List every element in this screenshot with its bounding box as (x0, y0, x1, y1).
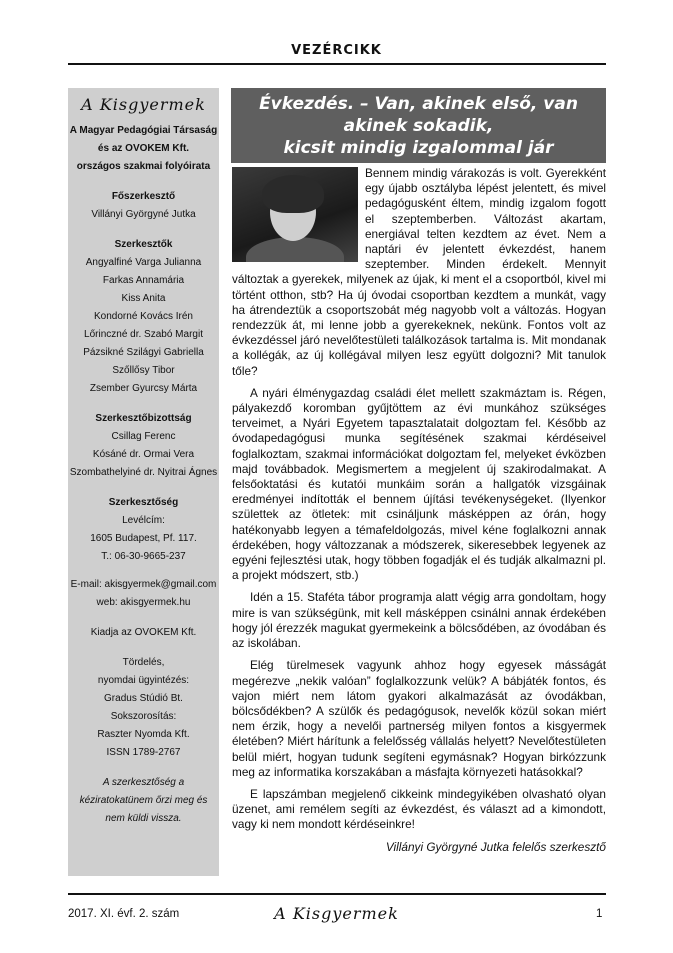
email-line: E-mail: akisgyermek@gmail.com (70, 579, 217, 590)
board-member: Szombathelyiné dr. Nyitrai Ágnes (69, 467, 218, 478)
article-paragraph: A nyári élménygazdag családi élet mellett szakmáztam is. Régen, pályakezdő koromban gyűjtöttem az évi munkához szükséges terveimet, a Nyári Egyetem tapasztalatait dolgoztam fel. Később az óvodapedagógusi munka segítésének szakmai kérdéseivel foglalkoztam, szakmai információkat dolgoztam fel, melyeket évközben majd továbbadok. Megismertem a megjelent új szakirodalmakat. A felsőoktatási és kutatói munkáim során a hallgatók vizsgáinak eredményei indították el bennem újítási tevékenységeket. (Ilyenkor születtek az ötletek: mit csináljunk másképpen az órán, hogy hatékonyabb legyen a témafeldolgozás, mivel kéne foglalkozni annak érdekében, hogy változzanak a módszerek, sikeresebbek legyenek az egyéni fejlesztési utak, hogy többen fogadják el és tudják alkalmazni pl. a projekt módszert, stb.) (232, 385, 606, 583)
issued-by: Kiadja az OVOKEM Kft. (90, 627, 197, 638)
web-line: web: akisgyermek.hu (96, 597, 191, 608)
article-paragraph: Bennem mindig várakozás is volt. Gyerekként egy újabb osztályba lépést jelentett, és mivel pedagógusként éltem, mindig izgalom fogott el szeptemberben. Változást akartam, energiával telten kezdtem az évet. Nem a naptári év jelentett évkezdést, hanem szeptember. Minden érdekelt. Mennyit változtak a gyerekek, milyenek az újak, ki ment el a csoportból, kivel mi történt otthon, stb? Ha új óvodai csoportban kezdtem a munkát, vagy ha átrendeztük a csoportszobát még nagyobb volt a változás. Hogyan rendezzük át, mi lenne jobb a gyerekeknek, nekünk. Fontos volt az évkezdéssel járó nevelőtestületi találkozások tartalma is. Mit mondanak a kollégák, az új kollégával milyen lesz együtt dolgozni? Mit tanulok tőle? (232, 166, 606, 378)
masthead-sidebar (68, 88, 219, 876)
note-line: nem küldi vissza. (105, 813, 182, 824)
editors-block (68, 236, 219, 398)
section-header: VEZÉRCIKK (291, 43, 382, 58)
office-heading: Szerkesztőség (108, 497, 179, 508)
publisher-line: országos szakmai folyóirata (76, 161, 211, 172)
footer-logo: A Kisgyermek (274, 904, 399, 923)
production-line: Sokszorosítás: (110, 711, 177, 722)
title-line: kicsit mindig izgalommal jár (283, 138, 554, 158)
manuscript-note (68, 774, 219, 828)
page-number: 1 (596, 908, 603, 920)
author-signature: Villányi Györgyné Jutka felelős szerkesztő (385, 839, 606, 854)
article-paragraph: Elég türelmesek vagyunk ahhoz hogy egyesek másságát megérezve „nekik valóan” foglalkozzunk velük? A bábjáték fontos, és vajon miért nem látom gyakori alkalmazását az óvodákban, bölcsődékben? A szülők és pedagógusok, nevelők közül sokan miért nem érzik, hogy a nevelői partnerség milyen fontos a kisgyermek életében? Miért hárítunk a felelősség vállalás helyett? Nevelőtestületen belül miért, hogyan tudunk segíteni egymásnak? Hogyan birkózzunk meg az informatika korszakában a másfajta környezeti hatásokkal? (232, 658, 606, 779)
board-heading: Szerkesztőbizottság (95, 413, 192, 424)
production-line: Raszter Nyomda Kft. (97, 729, 190, 740)
article-paragraph: E lapszámban megjelenő cikkeink mindegyikében olvasható olyan üzenet, ami remélem segíti az évkezdést, és választ ad a kimondott, vagy ki nem mondott kérdéseinkre! (232, 786, 606, 832)
editor-name: Lőrinczné dr. Szabó Margit (84, 329, 203, 340)
production-line: nyomdai ügyintézés: (97, 675, 190, 686)
editors-heading: Szerkesztők (114, 239, 173, 250)
publisher-line: és az OVOKEM Kft. (97, 143, 190, 154)
production-block (68, 654, 219, 762)
editor-in-chief-block (68, 188, 219, 224)
publisher-block (68, 122, 219, 176)
board-member: Csillag Ferenc (111, 431, 176, 442)
editor-in-chief-name: Villányi Györgyné Jutka (91, 209, 196, 220)
editor-name: Pázsikné Szilágyi Gabriella (83, 347, 204, 358)
production-line: Tördelés, (122, 657, 165, 668)
editor-name: Angyalfiné Varga Julianna (85, 257, 202, 268)
editor-name: Kiss Anita (121, 293, 166, 304)
article-body (232, 166, 606, 855)
article-title (231, 88, 606, 163)
title-line: Évkezdés. – Van, akinek első, van (259, 94, 578, 114)
office-line: 1605 Budapest, Pf. 117. (90, 533, 197, 544)
office-line: T.: 06-30-9665-237 (101, 551, 186, 562)
editor-name: Kondorné Kovács Irén (94, 311, 193, 322)
editor-in-chief-heading: Főszerkesztő (111, 191, 176, 202)
production-line: Gradus Stúdió Bt. (104, 693, 183, 704)
note-line: kéziratokatünem őrzi meg és (79, 795, 208, 806)
board-block (68, 410, 219, 482)
publisher-line: A Magyar Pedagógiai Társaság (69, 125, 218, 136)
issue-info: 2017. XI. évf. 2. szám (68, 908, 180, 920)
editor-name: Szőllősy Tibor (112, 365, 175, 376)
editor-name: Farkas Annamária (102, 275, 185, 286)
note-line: A szerkesztőség a (102, 777, 185, 788)
article-paragraph: Idén a 15. Staféta tábor programja alatt végig arra gondoltam, hogy mire is van szükségünk, mit kell másképpen csinálni annak érdekében hogy jól érezzék magukat gyermekeink a bölcsődében, az óvodában és az iskolában. (232, 590, 606, 651)
title-line: akinek sokadik, (343, 116, 494, 136)
top-rule (68, 63, 606, 65)
editor-name: Zsember Gyurcsy Márta (89, 383, 198, 394)
bottom-rule (68, 893, 606, 895)
production-line: ISSN 1789-2767 (106, 747, 181, 758)
office-line: Levélcím: (122, 515, 165, 526)
office-block (68, 494, 219, 612)
board-member: Kósáné dr. Ormai Vera (92, 449, 195, 460)
magazine-logo: A Kisgyermek (81, 95, 206, 114)
